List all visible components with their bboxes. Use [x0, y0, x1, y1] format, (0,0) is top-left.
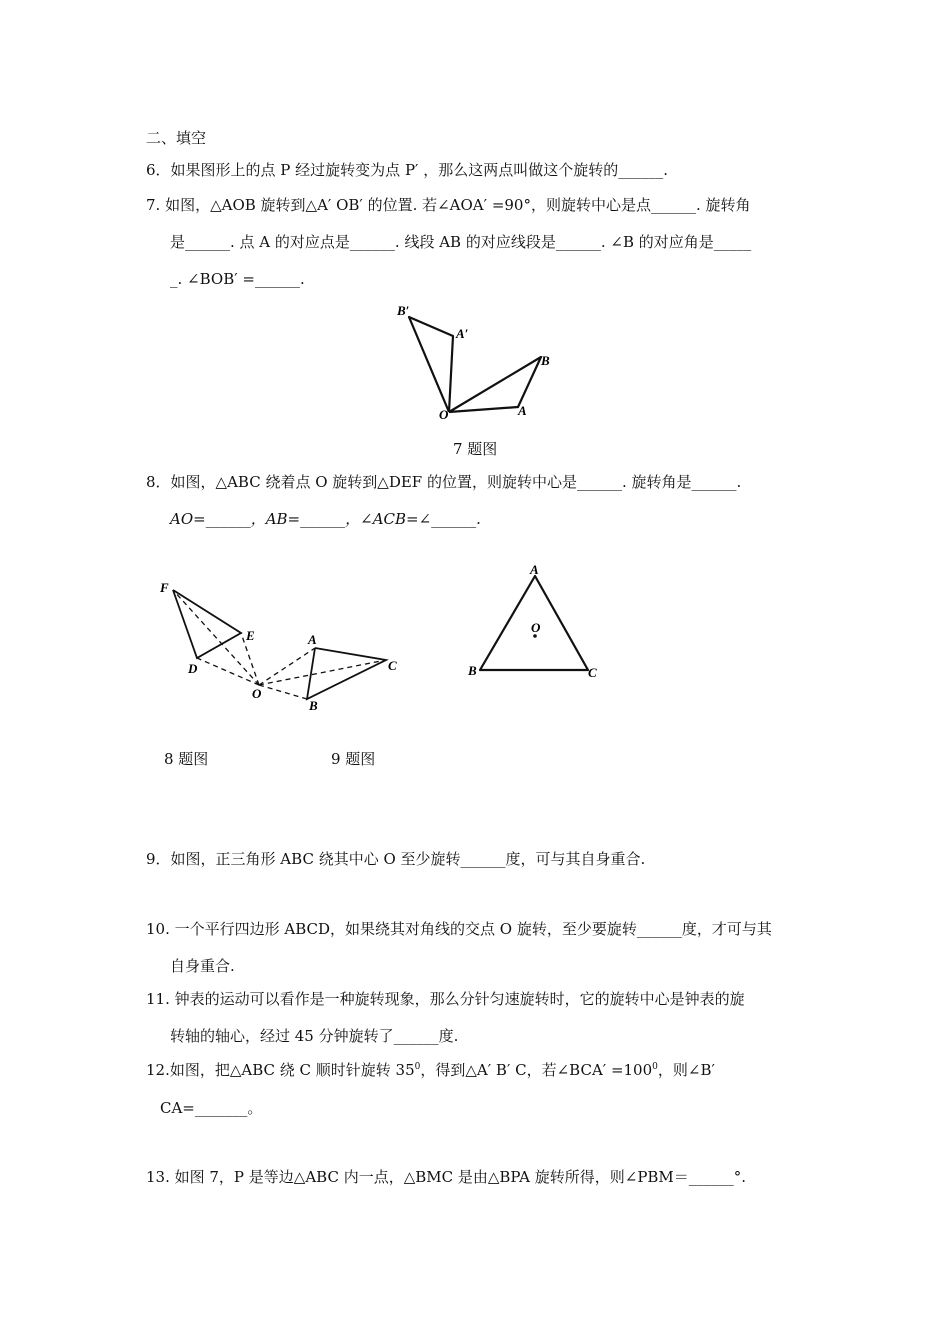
question-6: 6．如果图形上的点 P 经过旋转变为点 P′ ，那么这两点叫做这个旋转的______. [146, 161, 668, 179]
label-b: B [541, 353, 550, 368]
label-a: A [530, 562, 539, 577]
question-10-line-1: 10. 一个平行四边形 ABCD，如果绕其对角线的交点 O 旋转，至少要旋转______度，才可与其 [146, 920, 772, 938]
segment-o-b [259, 685, 307, 699]
triangle-abc [307, 648, 386, 699]
question-12-part-a: 12.如图，把△ABC 绕 C 顺时针旋转 35 [146, 1061, 415, 1079]
label-o: O [252, 686, 262, 701]
segment-o-d [197, 658, 259, 685]
label-b: B [468, 663, 477, 678]
question-11-line-2: 转轴的轴心，经过 45 分钟旋转了______度. [170, 1027, 459, 1045]
label-o: O [531, 620, 541, 635]
label-e: E [246, 628, 255, 643]
label-a: A [518, 403, 527, 418]
question-12-part-c: ，则∠B′ [657, 1061, 715, 1079]
triangle-def [173, 590, 241, 658]
label-f: F [160, 580, 169, 595]
label-c: C [588, 665, 597, 680]
question-7-line-1: 7. 如图，△AOB 旋转到△A′ OB′ 的位置. 若∠AOA′ =90°，则旋转中心是点______. 旋转角 [146, 196, 751, 214]
question-10-line-2: 自身重合. [170, 957, 235, 975]
figure-7 [380, 295, 580, 430]
question-11-line-1: 11. 钟表的运动可以看作是一种旋转现象，那么分针匀速旋转时，它的旋转中心是钟表的旋 [146, 990, 745, 1008]
question-13: 13. 如图 7，P 是等边△ABC 内一点，△BMC 是由△BPA 旋转所得，则∠PBM＝______°. [146, 1168, 747, 1186]
degree-superscript-1: 0 [414, 1062, 421, 1072]
label-d: D [188, 661, 198, 676]
question-12-line-2: CA=_______。 [160, 1099, 263, 1117]
question-9: 9．如图，正三角形 ABC 绕其中心 O 至少旋转______度，可与其自身重合. [146, 850, 646, 868]
label-b-prime: B′ [397, 303, 410, 318]
label-b: B [309, 698, 318, 713]
question-7-line-2: 是______. 点 A 的对应点是______. 线段 AB 的对应线段是______. ∠B 的对应角是_____ [170, 233, 752, 251]
figure-9-caption: 9 题图 [331, 750, 376, 768]
label-a-prime: A′ [456, 326, 469, 341]
label-o: O [439, 407, 449, 422]
label-a: A [308, 632, 317, 647]
question-12-line-1 [146, 1060, 715, 1080]
question-12-part-b: ，得到△A′ B′ C，若∠BCA′ =100 [420, 1061, 653, 1079]
question-8-line-1: 8．如图，△ABC 绕着点 O 旋转到△DEF 的位置，则旋转中心是______. 旋转角是______. [146, 473, 742, 491]
degree-superscript-2: 0 [652, 1062, 658, 1072]
label-c: C [388, 658, 397, 673]
triangle-aob [449, 357, 541, 412]
question-7-line-3: _. ∠BOB′ =______. [170, 270, 305, 288]
figure-8 [150, 570, 410, 715]
triangle-a-prime-o-b-prime [409, 317, 453, 412]
question-8-line-2: AO=______，AB=______，∠ACB=∠______. [170, 510, 481, 528]
section-title: 二、填空 [146, 129, 207, 147]
figure-8-caption: 8 题图 [164, 750, 209, 768]
figure-9 [460, 560, 610, 690]
figure-7-caption: 7 题图 [453, 440, 498, 458]
